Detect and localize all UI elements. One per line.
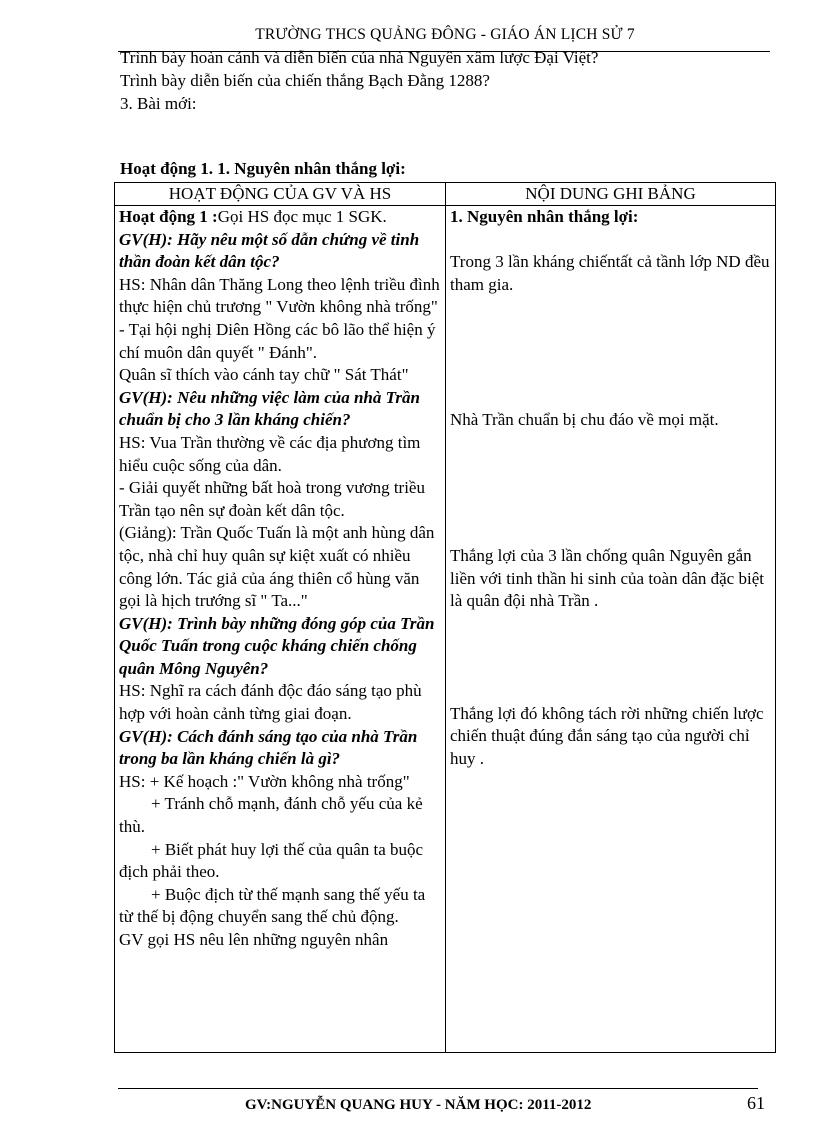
- footer-text: GV:NGUYỄN QUANG HUY - NĂM HỌC: 2011-2012: [245, 1097, 592, 1113]
- activity-title: Hoạt động 1. 1. Nguyên nhân thắng lợi:: [120, 159, 406, 178]
- student-answer-4c: + Biết phát huy lợi thế của quân ta buộc địch phải theo.: [119, 839, 424, 882]
- board-note-1: Trong 3 lần kháng chiếntất cả tầnh lớp ND đều tham gia.: [450, 252, 770, 294]
- board-note-3: Thắng lợi của 3 lần chống quân Nguyên gắn liền với tinh thần hi sinh của toàn dân đặc biệt là quân đội nhà Trần .: [450, 545, 764, 611]
- student-answer-1b: - Tại hội nghị Diên Hồng các bô lão thể hiện ý chí muôn dân quyết " Đánh".: [119, 319, 436, 362]
- student-answer-4: HS: + Kế hoạch :" Vườn không nhà trống": [119, 771, 410, 791]
- student-answer-4d: + Buộc địch từ thế mạnh sang thế yếu ta từ thế bị động chuyển sang thế chủ động.: [119, 884, 426, 927]
- lesson-table: [114, 182, 776, 1053]
- board-note-4: Thắng lợi đó không tách rời những chiến lược chiến thuật đúng đắn sáng tạo của người chỉ huy .: [450, 703, 764, 768]
- page-number: 61: [747, 1093, 765, 1113]
- page-header: TRƯỜNG THCS QUẢNG ĐÔNG - GIÁO ÁN LỊCH SỬ 7: [255, 26, 635, 43]
- board-heading: 1. Nguyên nhân thắng lợi:: [450, 207, 639, 226]
- header-rule: [118, 51, 770, 52]
- teacher-question-4: GV(H): Cách đánh sáng tạo của nhà Trần trong ba lần kháng chiến là gì?: [119, 726, 418, 769]
- student-answer-2b: - Giải quyết những bất hoà trong vương triều Trần tạo nên sự đoàn kết dân tộc.: [119, 478, 425, 520]
- activity-instruction: Gọi HS đọc mục 1 SGK.: [217, 207, 387, 226]
- teacher-question-2: GV(H): Nêu những việc làm của nhà Trần chuẩn bị cho 3 lần kháng chiến?: [119, 387, 420, 430]
- footer-rule: [118, 1088, 758, 1089]
- teacher-final-prompt: GV gọi HS nêu lên những nguyên nhân: [119, 930, 389, 949]
- activity-label: Hoạt động 1 :: [119, 207, 218, 226]
- new-lesson-label: 3. Bài mới:: [120, 94, 197, 113]
- activities-cell: [115, 206, 446, 1053]
- review-question-1: Trình bày hoàn cảnh và diễn biến của nhà Nguyên xâm lược Đại Việt?: [120, 48, 599, 67]
- col-header-activities: HOẠT ĐỘNG CỦA GV VÀ HS: [115, 183, 446, 206]
- review-question-2: Trình bày diễn biến của chiến thắng Bạch Đằng 1288?: [120, 71, 490, 90]
- col-header-board-notes: NỘI DUNG GHI BẢNG: [446, 183, 776, 206]
- student-answer-1c: Quân sĩ thích vào cánh tay chữ " Sát Thát": [119, 365, 409, 385]
- student-answer-2: HS: Vua Trần thường về các địa phương tìm hiểu cuộc sống của dân.: [119, 432, 421, 475]
- board-notes-cell: [446, 206, 776, 1053]
- teacher-explanation: (Giảng): Trần Quốc Tuấn là một anh hùng dân tộc, nhà chỉ huy quân sự kiệt xuất có nhiều công lớn. Tác giả của áng thiên cổ hùng văn gọi là hịch trướng sĩ " Ta...": [119, 523, 435, 611]
- teacher-question-3: GV(H): Trình bày những đóng góp của Trần Quốc Tuấn trong cuộc kháng chiến chống quân Mông Nguyên?: [119, 613, 435, 678]
- student-answer-1: HS: Nhân dân Thăng Long theo lệnh triều đình thực hiện chủ trương " Vườn không nhà trống": [119, 274, 440, 317]
- student-answer-3: HS: Nghĩ ra cách đánh độc đáo sáng tạo phù hợp với hoàn cảnh từng giai đoạn.: [119, 681, 422, 724]
- student-answer-4b: + Tránh chỗ mạnh, đánh chỗ yếu của kẻ thù.: [119, 794, 423, 837]
- intro-section: [120, 46, 780, 115]
- teacher-question-1: GV(H): Hãy nêu một số dẫn chứng về tinh thần đoàn kết dân tộc?: [119, 229, 420, 272]
- board-note-2: Nhà Trần chuẩn bị chu đáo về mọi mặt.: [450, 410, 719, 430]
